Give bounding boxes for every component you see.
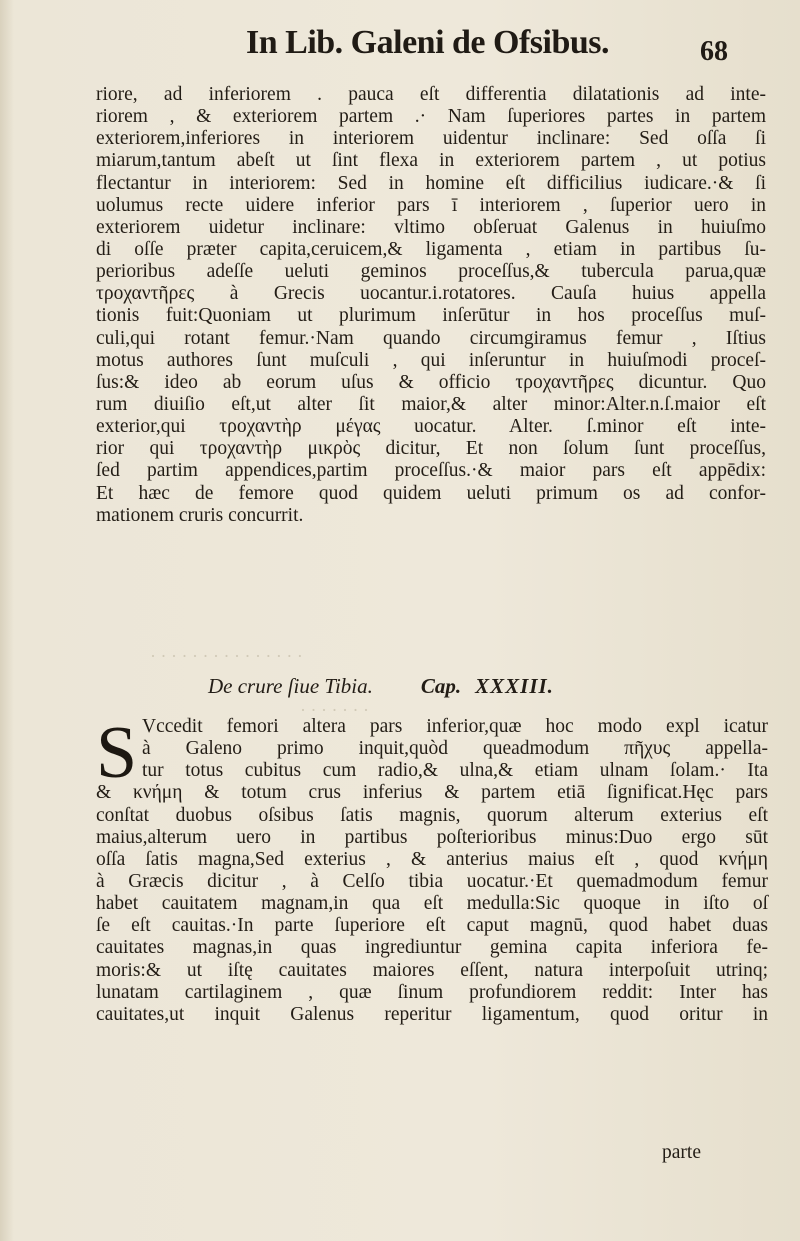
text-line: ſed partim appendices,partim proceſſus.·& maior pars eſt appēdix: xyxy=(96,460,766,482)
text-line: ſe eſt cauitas.·In parte ſuperiore eſt caput magnū, quod habet duas xyxy=(96,915,768,937)
show-through-text: · · · · · · · xyxy=(300,700,369,720)
running-title: In Lib. Galeni de Ofsibus. xyxy=(246,24,610,61)
text-line: flectantur in interiorem: Sed in homine eſt difficilius iudicare.·& ſi xyxy=(96,172,766,194)
text-line: ſus:& ideo ab eorum uſus & officio τροχαντῆρες dicuntur. Quo xyxy=(96,371,766,393)
chapter-heading xyxy=(208,674,728,699)
text-line: conſtat duobus oſsibus ſatis magnis, quorum alterum exterius eſt xyxy=(96,804,768,826)
text-line: motus authores ſunt muſculi , qui inſeruntur in huiuſmodi proceſ- xyxy=(96,349,766,371)
catchword: parte xyxy=(662,1142,701,1163)
text-line: oſſa ſatis magna,Sed exterius , & anterius maius eſt , quod κνήμη xyxy=(96,848,768,870)
text-line: cauitates,ut inquit Galenus reperitur ligamentum, quod oritur in xyxy=(96,1003,768,1025)
text-line: à Græcis dicitur , à Celſo tibia uocatur.·Et quemadmodum femur xyxy=(96,870,768,892)
text-line: tur totus cubitus cum radio,& ulna,& etiam ulnam ſolam.· Ita xyxy=(142,760,768,782)
text-line: tionis fuit:Quoniam ut plurimum inſerūtur in hos proceſſus muſ- xyxy=(96,305,766,327)
page-header xyxy=(0,20,800,70)
text-line: culi,qui rotant femur.·Nam quando circumgiramus femur , Iſtius xyxy=(96,327,766,349)
text-line: rior qui τροχαντὴρ μικρὸς dicitur, Et non ſolum ſunt proceſſus, xyxy=(96,438,766,460)
chapter-text-block xyxy=(96,712,768,1026)
text-line: uolumus recte uidere inferior pars ī interiorem , ſuperior uero in xyxy=(96,194,766,216)
drop-cap-initial: S xyxy=(96,712,138,794)
text-line: miarum,tantum abeſt ut ſint flexa in exteriorem partem , ut potius xyxy=(96,150,766,172)
text-line: exteriorem uidetur inclinare: vltimo obſeruat Galenus in huiuſmo xyxy=(96,216,766,238)
text-line: exterior,qui τροχαντὴρ μέγας uocatur. Alter. ſ.minor eſt inte- xyxy=(96,416,766,438)
chapter-title: De crure ſiue Tibia. xyxy=(208,674,373,698)
page-number: 68 xyxy=(700,36,728,67)
show-through-text: · · · · · · · · · · · · · · · xyxy=(150,646,303,666)
text-line: cauitates magnas,in quas ingrediuntur gemina capita inferiora fe- xyxy=(96,937,768,959)
body-text-block xyxy=(96,84,766,527)
text-line: Vccedit femori altera pars inferior,quæ hoc modo expl icatur xyxy=(142,716,768,737)
text-line: rum diuiſio eſt,ut alter ſit maior,& alter minor:Alter.n.ſ.maior eſt xyxy=(96,393,766,415)
text-line: riore, ad inferiorem . pauca eſt differentia dilatationis ad inte- xyxy=(96,84,766,105)
text-line: maius,alterum uero in partibus poſterioribus minus:Duo ergo sūt xyxy=(96,826,768,848)
text-line: riorem , & exteriorem partem .· Nam ſuperiores partes in partem xyxy=(96,106,766,128)
text-line: di oſſe præter capita,ceruicem,& ligamenta , etiam in partibus ſu- xyxy=(96,238,766,260)
text-line: exteriorem,inferiores in interiorem uidentur inclinare: Sed oſſa ſi xyxy=(96,128,766,150)
chapter-label: Cap. xyxy=(420,674,462,698)
text-line: à Galeno primo inquit,quòd queadmodum πῆχυς appella- xyxy=(142,738,768,760)
text-line: perioribus adeſſe ueluti geminos proceſſus,& tubercula parua,quæ xyxy=(96,261,766,283)
text-line: τροχαντῆρες à Grecis uocantur.i.rotatores. Cauſa huius appella xyxy=(96,283,766,305)
text-line: lunatam cartilaginem , quæ ſinum profundiorem reddit: Inter has xyxy=(96,981,768,1003)
text-line: & κνήμη & totum crus inferius & partem etiā ſignificat.Hęc pars xyxy=(96,782,768,804)
text-line: Et hæc de femore quod quidem ueluti primum os ad confor- xyxy=(96,482,766,504)
text-line: habet cauitatem magnam,in qua eſt medulla:Sic quoque in iſto oſ xyxy=(96,893,768,915)
text-line: mationem cruris concurrit. xyxy=(96,504,304,526)
chapter-number: XXXIII. xyxy=(475,674,554,698)
text-line: moris:& ut iſtę cauitates maiores eſſent, natura interpoſuit utrinq; xyxy=(96,959,768,981)
